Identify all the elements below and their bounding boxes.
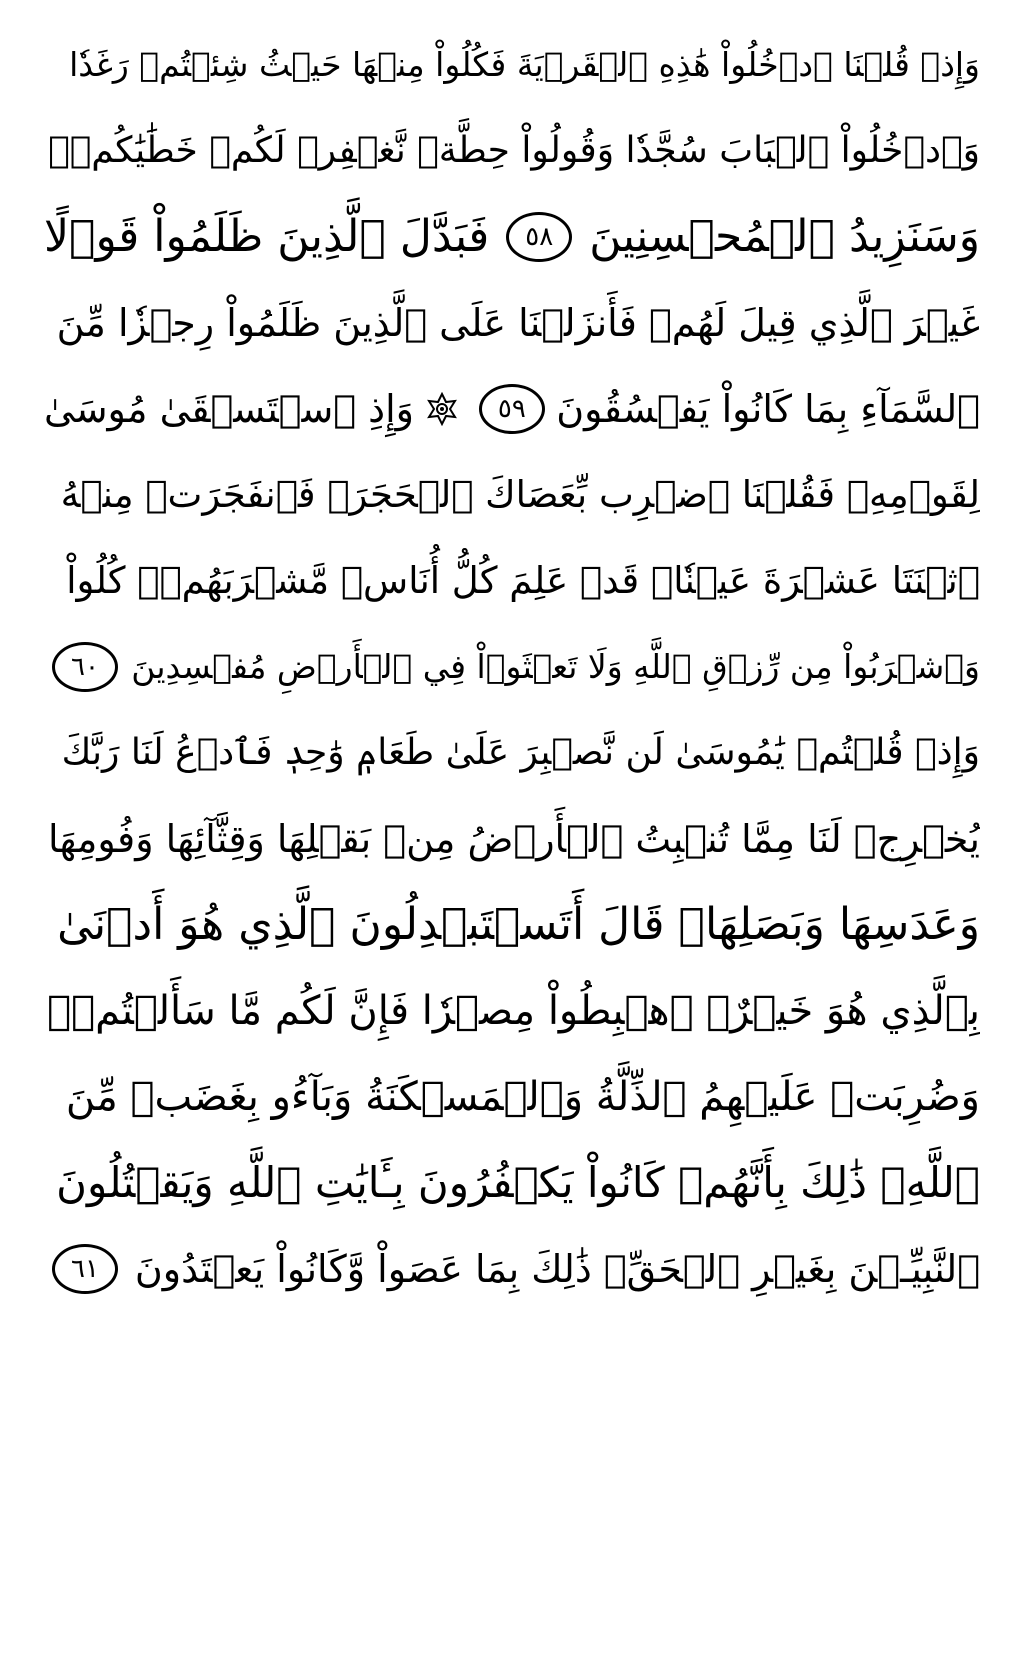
verse-line xyxy=(44,366,980,452)
verse-text: وَإِذِ ٱسۡتَسۡقَىٰ مُوسَىٰ xyxy=(44,387,415,431)
verse-line xyxy=(44,1054,980,1140)
verse-text: وَٱدۡخُلُواْ ٱلۡبَابَ سُجَّدٗا وَقُولُواْ حِطَّةٞ نَّغۡفِرۡ لَكُمۡ خَطَٰيَٰكُمۡۚ xyxy=(48,130,980,171)
verse-text: وَإِذۡ قُلۡتُمۡ يَٰمُوسَىٰ لَن نَّصۡبِرَ عَلَىٰ طَعَامٖ وَٰحِدٖ فَٱدۡعُ لَنَا رَبَّكَ xyxy=(61,732,980,773)
verse-line xyxy=(44,968,980,1054)
verse-line xyxy=(44,1140,980,1226)
verse-text: وَإِذۡ قُلۡنَا ٱدۡخُلُواْ هَٰذِهِ ٱلۡقَرۡيَةَ فَكُلُواْ مِنۡهَا حَيۡثُ شِئۡتُمۡ رَغَدٗا xyxy=(69,45,980,84)
verse-line xyxy=(44,882,980,968)
verse-line xyxy=(44,452,980,538)
ayah-number: ٥٨ xyxy=(525,222,554,252)
ayah-number: ٥٩ xyxy=(497,394,526,424)
verse-line xyxy=(44,710,980,796)
ayah-number-marker xyxy=(506,212,572,262)
verse-line xyxy=(44,624,980,710)
verse-line xyxy=(44,22,980,108)
verse-text: ٱثۡنَتَا عَشۡرَةَ عَيۡنٗاۖ قَدۡ عَلِمَ كُلُّ أُنَاسٖ مَّشۡرَبَهُمۡۖ كُلُواْ xyxy=(66,559,980,602)
verse-text: وَسَنَزِيدُ ٱلۡمُحۡسِنِينَ xyxy=(589,211,980,262)
verse-text: غَيۡرَ ٱلَّذِي قِيلَ لَهُمۡ فَأَنزَلۡنَا عَلَى ٱلَّذِينَ ظَلَمُواْ رِجۡزٗا مِّنَ xyxy=(56,301,980,345)
ayah-number-marker xyxy=(52,1244,118,1294)
verse-text: ٱلنَّبِيِّـۧنَ بِغَيۡرِ ٱلۡحَقِّۗ ذَٰلِكَ بِمَا عَصَواْ وَّكَانُواْ يَعۡتَدُونَ xyxy=(134,1247,980,1291)
verse-text: يُخۡرِجۡ لَنَا مِمَّا تُنۢبِتُ ٱلۡأَرۡضُ مِنۢ بَقۡلِهَا وَقِثَّآئِهَا وَفُومِهَا xyxy=(47,817,980,861)
verse-line xyxy=(44,280,980,366)
hizb-star-icon xyxy=(425,392,459,426)
ayah-number-marker xyxy=(479,384,545,434)
verse-text: وَضُرِبَتۡ عَلَيۡهِمُ ٱلذِّلَّةُ وَٱلۡمَسۡكَنَةُ وَبَآءُو بِغَضَبٖ مِّنَ xyxy=(65,1074,980,1120)
verse-text: ٱلسَّمَآءِ بِمَا كَانُواْ يَفۡسُقُونَ xyxy=(556,387,980,431)
verse-line xyxy=(44,1226,980,1312)
verse-line xyxy=(44,194,980,280)
ayah-number: ٦٠ xyxy=(71,652,99,682)
ayah-number-marker xyxy=(52,642,118,692)
verse-text: لِقَوۡمِهِۦ فَقُلۡنَا ٱضۡرِب بِّعَصَاكَ ٱلۡحَجَرَۖ فَٱنفَجَرَتۡ مِنۡهُ xyxy=(60,473,980,516)
verse-line xyxy=(44,108,980,194)
ayah-number: ٦١ xyxy=(71,1254,99,1284)
verse-line xyxy=(44,796,980,882)
verse-line xyxy=(44,538,980,624)
verse-text: وَعَدَسِهَا وَبَصَلِهَاۖ قَالَ أَتَسۡتَبۡدِلُونَ ٱلَّذِي هُوَ أَدۡنَىٰ xyxy=(57,899,980,950)
verse-text: بِٱلَّذِي هُوَ خَيۡرٌۚ ٱهۡبِطُواْ مِصۡرٗا فَإِنَّ لَكُم مَّا سَأَلۡتُمۡۗ xyxy=(47,988,980,1034)
verse-text: فَبَدَّلَ ٱلَّذِينَ ظَلَمُواْ قَوۡلًا xyxy=(44,211,490,262)
verse-text: ٱللَّهِۗ ذَٰلِكَ بِأَنَّهُمۡ كَانُواْ يَكۡفُرُونَ بِـَٔايَٰتِ ٱللَّهِ وَيَقۡتُلُونَ xyxy=(56,1158,980,1207)
verse-text: وَٱشۡرَبُواْ مِن رِّزۡقِ ٱللَّهِ وَلَا تَعۡثَوۡاْ فِي ٱلۡأَرۡضِ مُفۡسِدِينَ xyxy=(131,647,980,686)
